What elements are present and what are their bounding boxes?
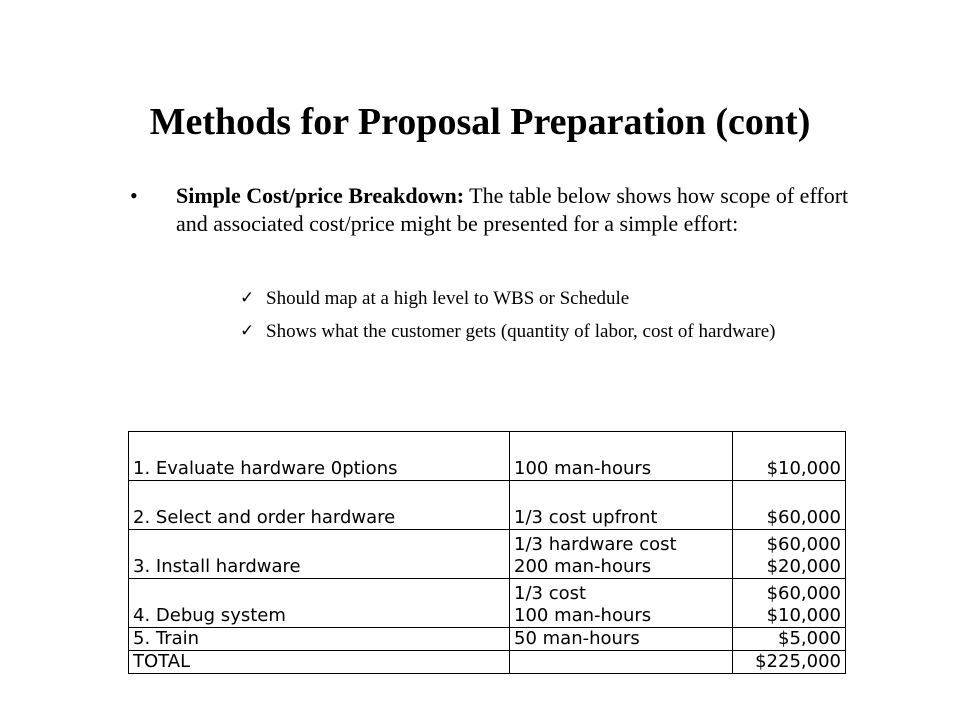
check-list — [240, 286, 840, 352]
check-item — [240, 319, 840, 344]
cost-cell: $60,000 $10,000 — [733, 579, 846, 628]
table-row — [129, 579, 846, 628]
basis-cell: 1/3 cost 100 man-hours — [510, 579, 733, 628]
check-item — [240, 286, 840, 311]
cost-cell: $60,000 $20,000 — [733, 530, 846, 579]
total-cost-cell: $225,000 — [733, 651, 846, 674]
basis-cell: 1/3 hardware cost 200 man-hours — [510, 530, 733, 579]
table-row — [129, 530, 846, 579]
bullet-text — [176, 182, 856, 238]
slide-title: Methods for Proposal Preparation (cont) — [149, 101, 811, 143]
basis-cell — [510, 651, 733, 674]
cost-breakdown-table — [128, 431, 846, 674]
task-cell: TOTAL — [129, 651, 510, 674]
check-item-text: Should map at a high level to WBS or Schedule — [266, 288, 630, 309]
task-cell: 4. Debug system — [129, 579, 510, 628]
cost-cell: $10,000 — [733, 432, 846, 481]
table-row — [129, 481, 846, 530]
checkmark-icon: ✓ — [240, 321, 255, 341]
cost-cell: $5,000 — [733, 628, 846, 651]
bullet-body: The table below shows how scope of effort and associated cost/price might be presented for a simple effort: — [176, 183, 849, 236]
table-row-total — [129, 651, 846, 674]
basis-cell: 50 man-hours — [510, 628, 733, 651]
task-cell: 2. Select and order hardware — [129, 481, 510, 530]
checkmark-icon: ✓ — [240, 288, 255, 308]
cost-cell: $60,000 — [733, 481, 846, 530]
bullet-lead: Simple Cost/price Breakdown: — [176, 183, 465, 208]
table-row — [129, 628, 846, 651]
table-row — [129, 432, 846, 481]
bullet-dot: • — [130, 183, 138, 208]
basis-cell: 1/3 cost upfront — [510, 481, 733, 530]
check-item-text: Shows what the customer gets (quantity of labor, cost of hardware) — [266, 321, 776, 342]
task-cell: 3. Install hardware — [129, 530, 510, 579]
basis-cell: 100 man-hours — [510, 432, 733, 481]
task-cell: 5. Train — [129, 628, 510, 651]
task-cell: 1. Evaluate hardware 0ptions — [129, 432, 510, 481]
